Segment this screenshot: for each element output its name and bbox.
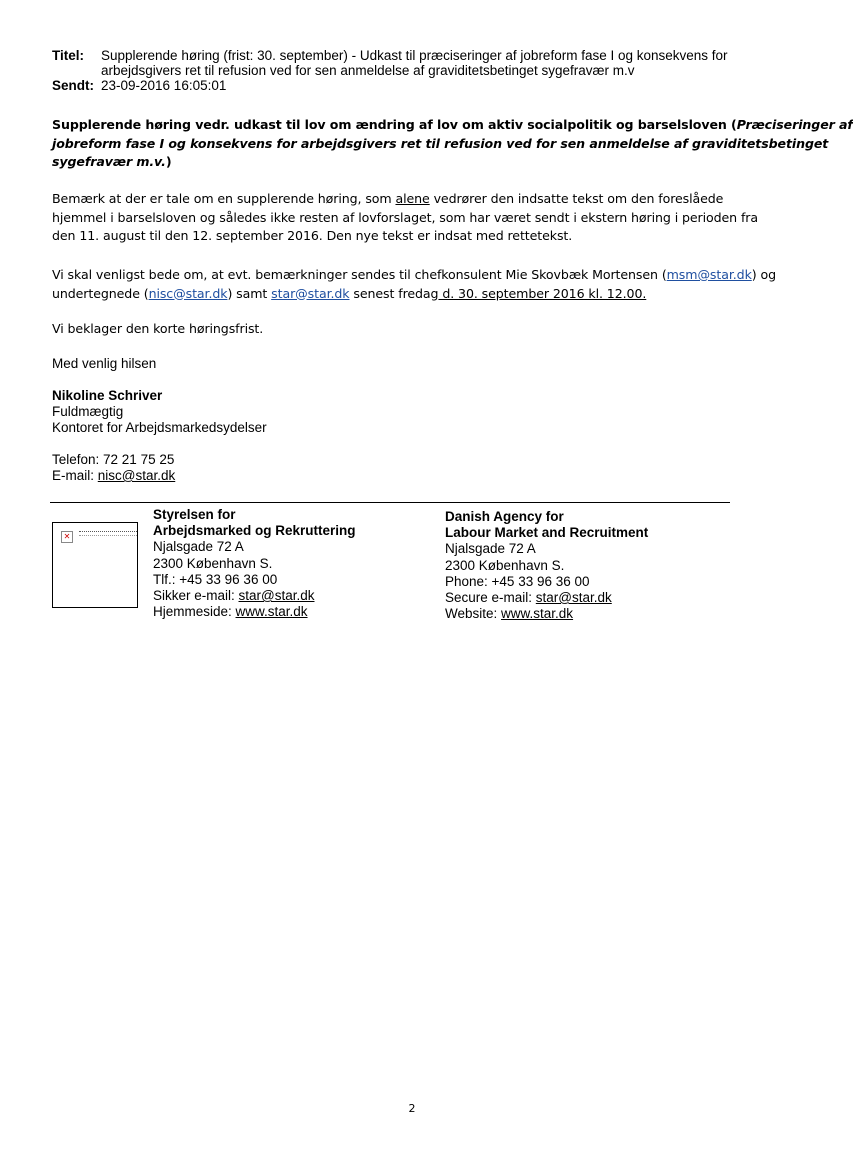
footer-en-phone: Phone: +45 33 96 36 00 [445, 573, 590, 589]
contact-email-label: E-mail: [52, 468, 98, 483]
deadline: d. 30. september 2016 kl. 12.00. [438, 285, 647, 301]
subject-close-paren: ) [165, 154, 172, 169]
footer-da-web-label: Hjemmeside: [153, 604, 236, 620]
subject-italic-2: jobreform fase I og konsekvens for arbejdsgivers ret til refusion ved for sen anmeldelse af graviditetsbetinget [52, 135, 829, 151]
signature-name: Nikoline Schriver [52, 388, 163, 403]
footer-da-street: Njalsgade 72 A [153, 539, 244, 555]
email-header [52, 48, 772, 93]
logo-placeholder [52, 522, 138, 608]
contact-phone: Telefon: 72 21 75 25 [52, 452, 175, 467]
p2-line2-pre: undertegnede ( [52, 285, 149, 301]
signature-office: Kontoret for Arbejdsmarkedsydelser [52, 420, 267, 435]
page-number: 2 [408, 1102, 416, 1115]
p2-line2-mid: ) samt [227, 285, 272, 301]
title-row [52, 48, 772, 63]
closing: Med venlig hilsen [52, 356, 157, 371]
paragraph-scope [52, 190, 792, 246]
title-line2: arbejdsgivers ret til refusion ved for sen anmeldelse af graviditetsbetinget sygefravær m.v [101, 63, 635, 78]
title-row-2 [52, 63, 772, 78]
p1-pre: Bemærk at der er tale om en supplerende høring, som [52, 191, 396, 206]
msm-email-link[interactable]: msm@star.dk [666, 267, 752, 282]
footer-da-email-label: Sikker e-mail: [153, 588, 239, 604]
contact-email-link[interactable]: nisc@star.dk [97, 468, 176, 483]
footer-divider [50, 502, 730, 503]
footer-en-email-link[interactable]: star@star.dk [535, 590, 612, 606]
subject-bold: Supplerende høring vedr. udkast til lov om ændring af lov om aktiv socialpolitik og barselsloven ( [52, 117, 737, 132]
subject-italic-3: sygefravær m.v. [52, 154, 166, 169]
nisc-email-link[interactable]: nisc@star.dk [148, 285, 228, 301]
logo-placeholder-lines [79, 531, 137, 536]
p2-line2-mid2: senest fredag [349, 285, 439, 301]
signature-role: Fuldmægtig [52, 404, 124, 419]
footer-en-web-link[interactable]: www.star.dk [501, 606, 574, 622]
subject-italic-1: Præciseringer af [736, 117, 853, 132]
title-label: Titel: [52, 48, 85, 63]
paragraph-apology: Vi beklager den korte høringsfrist. [52, 321, 264, 336]
footer-en-email-label: Secure e-mail: [445, 590, 536, 606]
p2-pre: Vi skal venligst bede om, at evt. bemærkninger sendes til chefkonsulent Mie Skovbæk Mortensen ( [52, 267, 667, 282]
footer-da-name2: Arbejdsmarked og Rekruttering [153, 523, 356, 539]
p1-line3: den 11. august til den 12. september 2016. Den nye tekst er indsat med rettetekst. [52, 228, 573, 243]
footer-danish [153, 507, 413, 620]
footer-en-web-label: Website: [445, 606, 502, 622]
p1-line2: hjemmel i barselsloven og således ikke resten af lovforslaget, som har været sendt i ekstern høring i perioden fra [52, 209, 758, 225]
star-email-link[interactable]: star@star.dk [271, 285, 350, 301]
footer-da-email-link[interactable]: star@star.dk [238, 588, 315, 604]
footer-en-city: 2300 København S. [445, 557, 565, 573]
sent-value: 23-09-2016 16:05:01 [101, 78, 227, 93]
footer-da-phone: Tlf.: +45 33 96 36 00 [153, 571, 278, 587]
signature [52, 388, 267, 436]
subject [52, 116, 853, 172]
paragraph-submission [52, 266, 792, 303]
footer-en-street: Njalsgade 72 A [445, 541, 536, 557]
p1-post: vedrører den indsatte tekst om den foreslåede [429, 191, 724, 206]
broken-image-icon: ✕ [61, 531, 73, 543]
p1-alene: alene [395, 191, 430, 206]
sent-label: Sendt: [52, 78, 94, 93]
footer-da-web-link[interactable]: www.star.dk [235, 604, 308, 620]
sent-row [52, 78, 772, 93]
footer-en-name1: Danish Agency for [445, 509, 564, 524]
footer-da-city: 2300 København S. [153, 555, 273, 571]
title-line1: Supplerende høring (frist: 30. september) - Udkast til præciseringer af jobreform fase I og konsekvens for [101, 48, 728, 63]
footer-da-name1: Styrelsen for [153, 507, 236, 522]
contact [52, 452, 175, 484]
p2-post: ) og [751, 267, 776, 282]
footer-english [445, 509, 725, 622]
footer-en-name2: Labour Market and Recruitment [445, 525, 649, 541]
